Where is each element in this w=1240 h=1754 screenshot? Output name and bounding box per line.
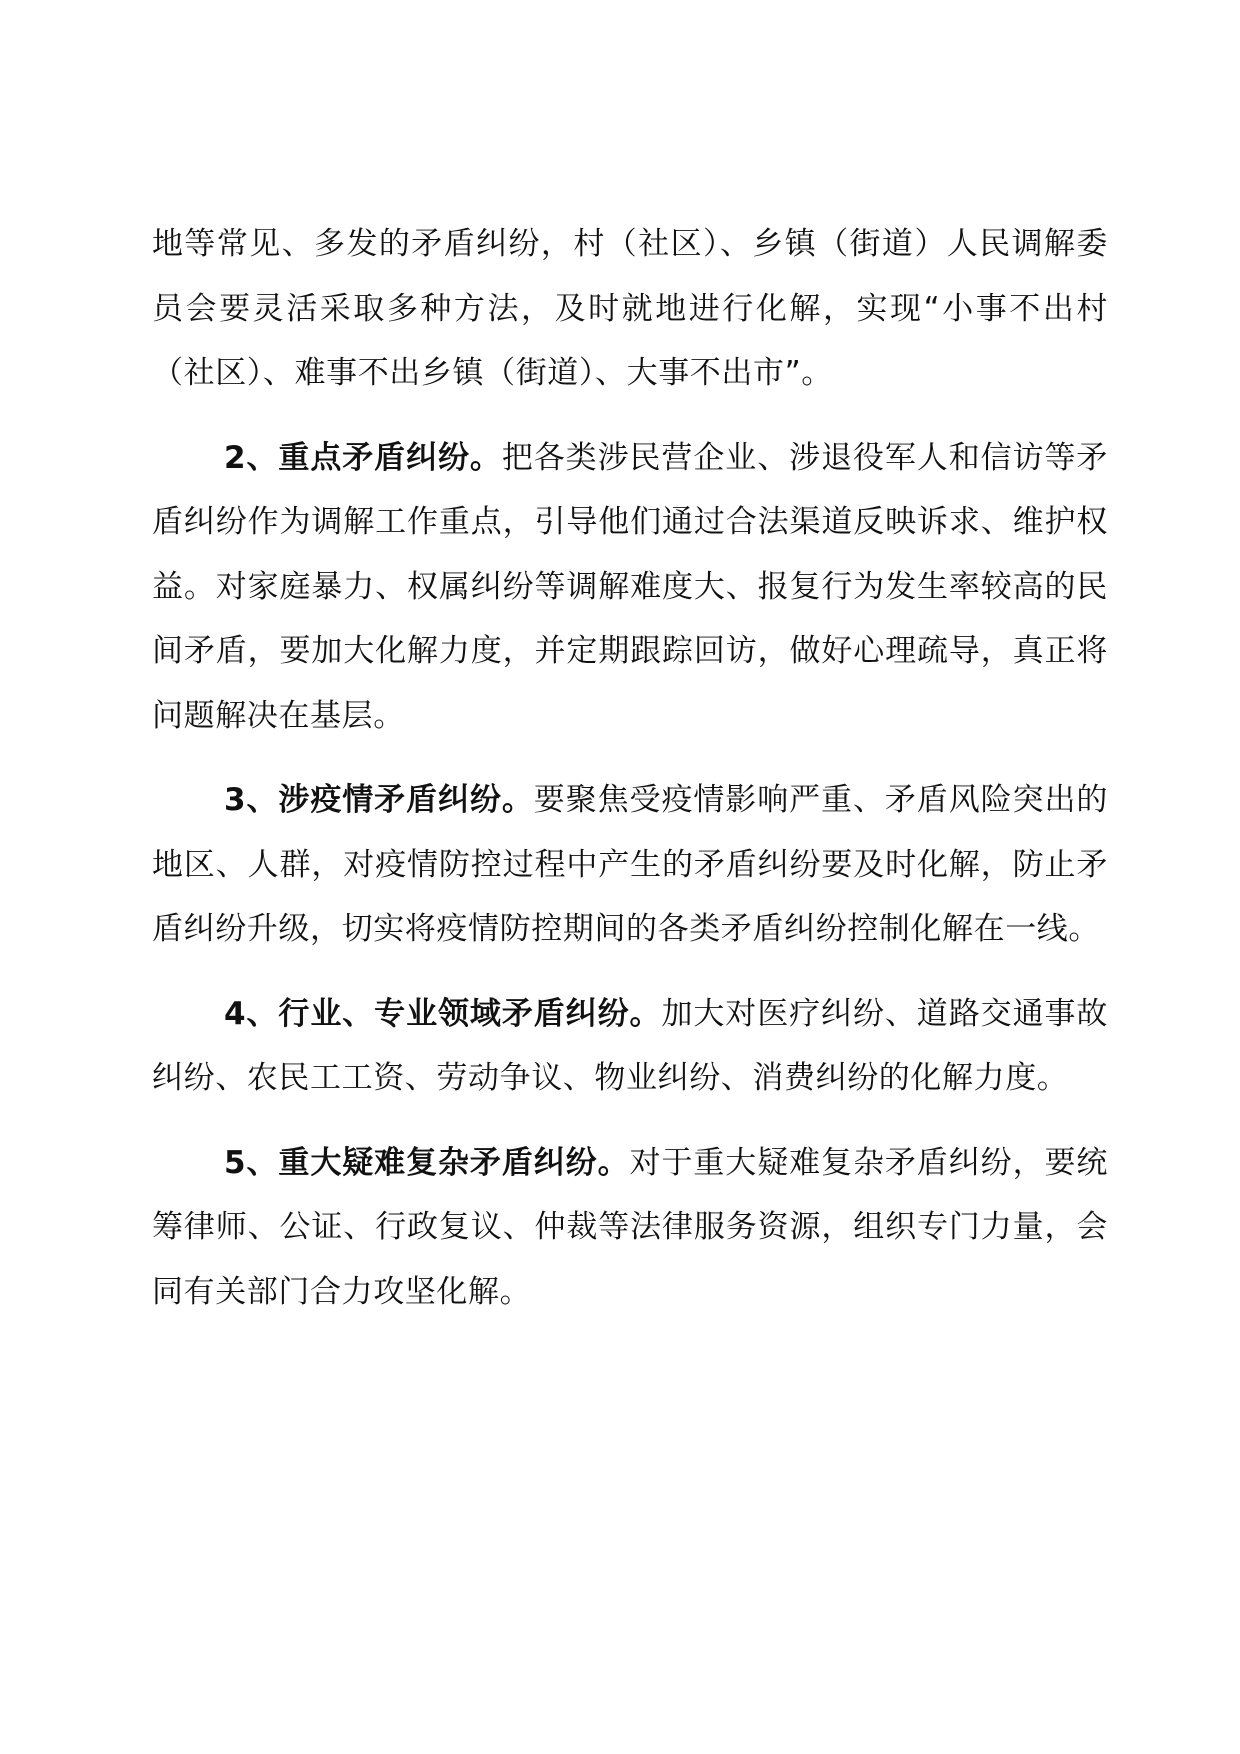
paragraph-industry-disputes (152, 982, 1108, 1111)
document-body (152, 212, 1108, 1344)
paragraph-body: 加大对医疗纠纷、道路交通事故纠纷、农民工工资、劳动争议、物业纠纷、消费纠纷的化解力度。 (152, 995, 1109, 1096)
paragraph-body: 地等常见、多发的矛盾纠纷，村（社区）、乡镇（街道）人民调解委员会要灵活采取多种方法，及时就地进行化解，实现“小事不出村（社区）、难事不出乡镇（街道）、大事不出市”。 (152, 226, 1108, 391)
paragraph-complex-disputes (152, 1131, 1108, 1325)
paragraph-body: 对于重大疑难复杂矛盾纠纷，要统筹律师、公证、行政复议、仲裁等法律服务资源，组织专门力量，会同有关部门合力攻坚化解。 (152, 1144, 1109, 1310)
paragraph-heading: 3、涉疫情矛盾纠纷。 (224, 782, 534, 818)
paragraph-heading: 4、行业、专业领域矛盾纠纷。 (224, 995, 662, 1032)
paragraph-heading: 2、重点矛盾纠纷。 (224, 439, 502, 476)
paragraph-body: 把各类涉民营企业、涉退役军人和信访等矛盾纠纷作为调解工作重点，引导他们通过合法渠道反映诉求、维护权益。对家庭暴力、权属纠纷等调解难度大、报复行为发生率较高的民间矛盾，要加大化解力度，并定期跟踪回访，做好心理疏导，真正将问题解决在基层。 (152, 439, 1108, 734)
paragraph-epidemic-disputes (152, 768, 1108, 962)
paragraph-body: 要聚焦受疫情影响严重、矛盾风险突出的地区、人群，对疫情防控过程中产生的矛盾纠纷要及时化解，防止矛盾纠纷升级，切实将疫情防控期间的各类矛盾纠纷控制化解在一线。 (152, 782, 1108, 947)
paragraph-continuation (152, 212, 1108, 406)
paragraph-key-disputes (152, 426, 1108, 749)
paragraph-heading: 5、重大疑难复杂矛盾纠纷。 (224, 1144, 630, 1181)
